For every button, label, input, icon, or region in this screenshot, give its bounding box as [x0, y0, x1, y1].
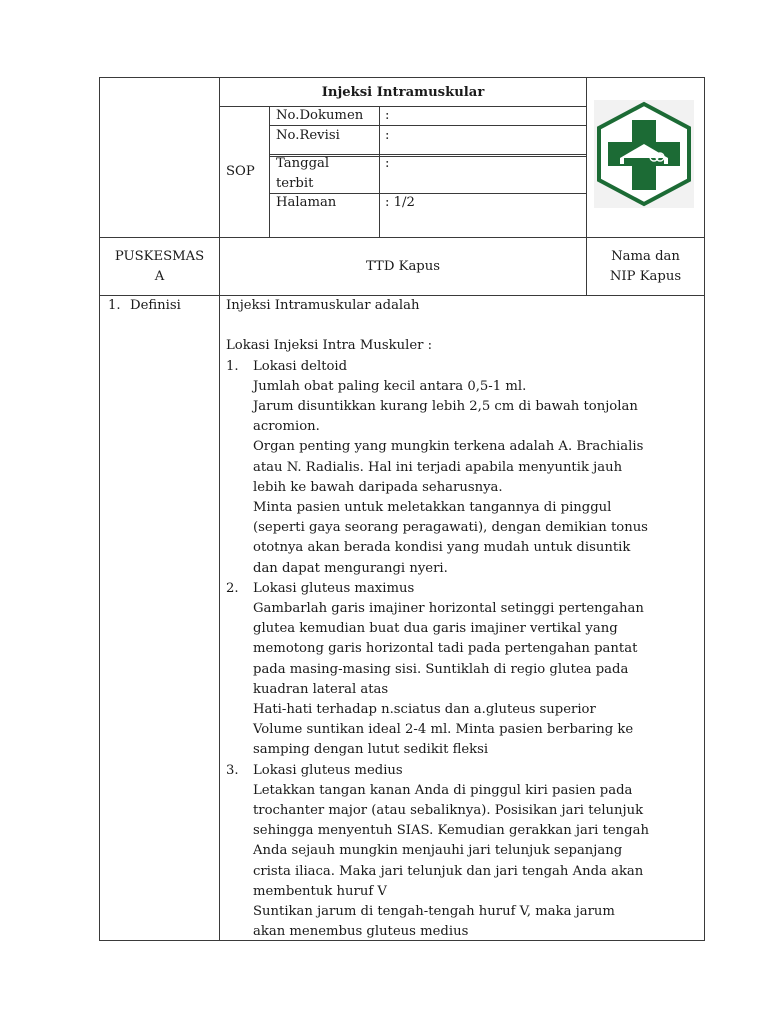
field-label-tanggal: Tanggal	[276, 156, 330, 171]
document-title: Injeksi Intramuskular	[321, 85, 485, 100]
lokasi-item-line: dan dapat mengurangi nyeri.	[253, 560, 448, 576]
section-number: 1.	[108, 298, 121, 313]
lokasi-item-line: (seperti gaya seorang peragawati), dengan demikian tonus	[253, 520, 648, 536]
lokasi-item-line: lebih ke bawah daripada seharusnya.	[253, 479, 503, 495]
puskesmas-label-line2: A	[154, 269, 165, 284]
lokasi-item-line: akan menembus gluteus medius	[253, 924, 469, 940]
table-border-left	[99, 77, 100, 941]
lokasi-item-title-text: Lokasi deltoid	[253, 358, 348, 374]
lokasi-item-number: 2.	[226, 580, 239, 596]
field-divider-1	[269, 125, 586, 126]
lokasi-item-line: atau N. Radialis. Hal ini terjadi apabila menyuntik jauh	[253, 459, 623, 475]
table-border-top	[99, 77, 705, 78]
lokasi-list	[226, 357, 696, 943]
lokasi-item-title	[226, 357, 696, 377]
puskesmas-label-line1: PUSKESMAS	[114, 249, 205, 264]
lokasi-item-line: trochanter major (atau sebaliknya). Posisikan jari telunjuk	[253, 803, 644, 819]
table-border-right	[704, 77, 705, 941]
lokasi-item-number: 1.	[226, 358, 239, 374]
title-divider	[219, 106, 586, 107]
lokasi-item-line: Letakkan tangan kanan Anda di pinggul kiri pasien pada	[253, 782, 633, 798]
field-value-no-dokumen: :	[385, 108, 390, 123]
puskesmas-cross-logo-icon	[594, 100, 694, 208]
lokasi-item-line: ototnya akan berada kondisi yang mudah untuk disuntik	[253, 540, 631, 556]
lokasi-item-line: Gambarlah garis imajiner horizontal setinggi pertengahan	[253, 601, 644, 617]
sop-label: SOP	[226, 164, 255, 179]
lokasi-item-line: Volume suntikan ideal 2-4 ml. Minta pasien berbaring ke	[253, 722, 634, 738]
lokasi-item-title-text: Lokasi gluteus maximus	[253, 580, 415, 596]
lokasi-item-line: kuadran lateral atas	[253, 681, 389, 697]
lokasi-item-title	[226, 761, 696, 781]
field-value-halaman: : 1/2	[385, 195, 415, 210]
lokasi-item-line: samping dengan lutut sedikit fleksi	[253, 742, 489, 758]
lokasi-heading: Lokasi Injeksi Intra Muskuler :	[226, 338, 433, 354]
field-label-no-revisi: No.Revisi	[276, 128, 340, 143]
lokasi-item-title	[226, 579, 696, 599]
section-body	[226, 296, 696, 942]
lokasi-item-line: crista iliaca. Maka jari telunjuk dan jari tengah Anda akan	[253, 863, 644, 879]
field-label-halaman: Halaman	[276, 195, 337, 210]
nama-nip-line2: NIP Kapus	[609, 269, 682, 284]
ttd-kapus: TTD Kapus	[365, 259, 441, 274]
field-value-no-revisi: :	[385, 128, 390, 143]
lokasi-item-line: pada masing-masing sisi. Suntiklah di regio glutea pada	[253, 661, 629, 677]
lokasi-item-line: Jumlah obat paling kecil antara 0,5-1 ml.	[253, 378, 527, 394]
lokasi-item-line: Suntikan jarum di tengah-tengah huruf V, maka jarum	[253, 904, 615, 920]
lokasi-item-line: memotong garis horizontal tadi pada pertengahan pantat	[253, 641, 638, 657]
lokasi-item-line: sehingga menyentuh SIAS. Kemudian gerakkan jari tengah	[253, 823, 649, 839]
lokasi-item-line: membentuk huruf V	[253, 883, 387, 899]
lokasi-item-title-text: Lokasi gluteus medius	[253, 762, 403, 778]
definition-intro: Injeksi Intramuskular adalah	[226, 298, 420, 313]
lokasi-item-line: acromion.	[253, 419, 320, 435]
lokasi-item-number: 3.	[226, 762, 239, 778]
row-divider-header	[99, 237, 705, 238]
lokasi-item-line: glutea kemudian buat dua garis imajiner vertikal yang	[253, 621, 618, 637]
lokasi-item-line: Organ penting yang mungkin terkena adalah A. Brachialis	[253, 439, 644, 455]
lokasi-item-line: Hati-hati terhadap n.sciatus dan a.gluteus superior	[253, 702, 596, 718]
field-label-no-dokumen: No.Dokumen	[276, 108, 364, 123]
lokasi-item-line: Anda sejauh mungkin menjauhi jari telunjuk sepanjang	[253, 843, 623, 859]
field-value-tanggal: :	[385, 156, 390, 171]
section-label: Definisi	[130, 298, 181, 313]
field-label-terbit: terbit	[276, 176, 314, 191]
lokasi-item-line: Jarum disuntikkan kurang lebih 2,5 cm di bawah tonjolan	[253, 399, 638, 414]
lokasi-item-line: Minta pasien untuk meletakkan tangannya di pinggul	[253, 500, 612, 516]
nama-nip-line1: Nama dan	[611, 249, 680, 264]
column-divider-left	[219, 77, 220, 941]
